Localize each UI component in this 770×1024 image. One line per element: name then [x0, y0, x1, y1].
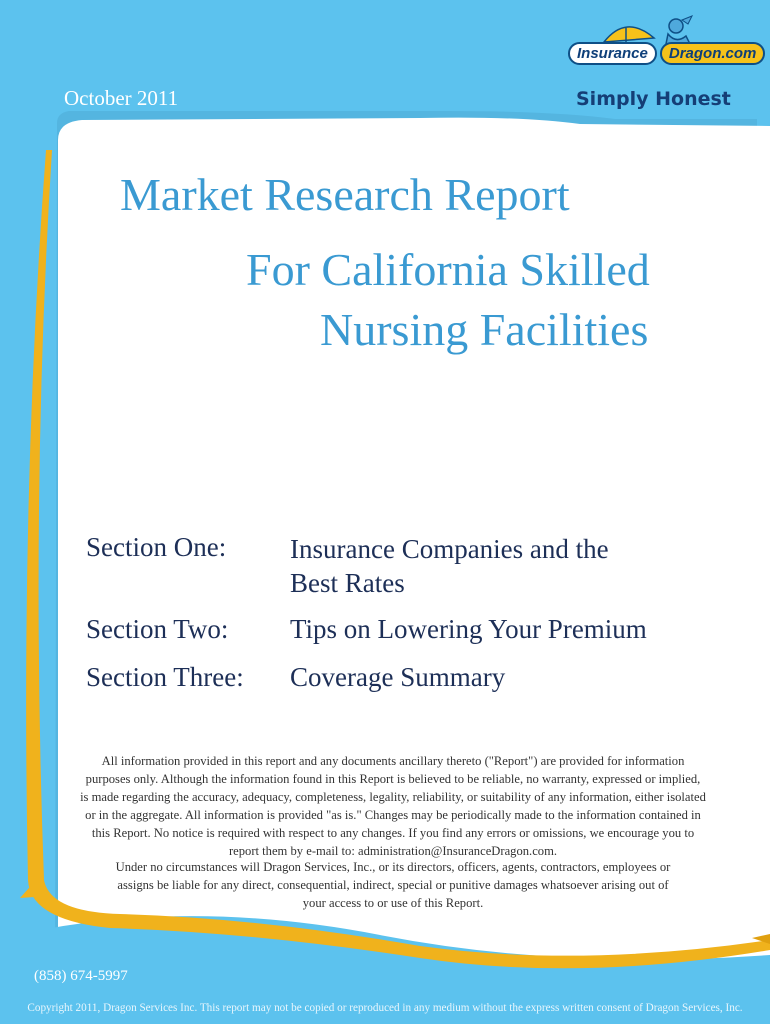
- section-one-description-line-2: Best Rates: [290, 568, 405, 598]
- section-one-description-line-1: Insurance Companies and the: [290, 534, 609, 564]
- copyright-notice: Copyright 2011, Dragon Services Inc. This report may not be copied or reproduced in any medium without the express written consent of Dragon Services, Inc.: [27, 1002, 743, 1014]
- report-title-line-1: Market Research Report: [120, 169, 570, 220]
- report-date: October 2011: [64, 86, 179, 110]
- disclaimer-line: your access to or use of this Report.: [302, 896, 484, 910]
- section-two-label: Section Two:: [86, 614, 229, 644]
- disclaimer-line: Under no circumstances will Dragon Services, Inc., or its directors, officers, agents, contractors, employees or: [115, 860, 671, 874]
- company-logo[interactable]: [560, 12, 760, 122]
- disclaimer-line: All information provided in this report and any documents ancillary thereto ("Report") are provided for information: [101, 754, 685, 768]
- disclaimer-line: assigns be liable for any direct, consequential, indirect, special or punitive damages whatsoever arising out of: [117, 878, 669, 892]
- disclaimer-paragraph-2: [80, 858, 706, 912]
- disclaimer-line: purposes only. Although the information found in this Report is believed to be reliable, no warranty, expressed or implied,: [85, 772, 701, 786]
- disclaimer-line: is made regarding the accuracy, adequacy, completeness, legality, reliability, or suitability of any information, either isolated: [80, 790, 706, 804]
- section-three-label: Section Three:: [86, 662, 244, 692]
- logo-slogan: Simply Honest: [576, 88, 731, 110]
- logo-text-insurance: Insurance: [568, 42, 657, 65]
- disclaimer-line: this Report. No notice is required with respect to any changes. If you find any errors or omissions, we encourage you to: [91, 826, 695, 840]
- disclaimer-paragraph-1: [60, 752, 726, 860]
- section-one-label: Section One:: [86, 532, 227, 562]
- section-three-description: Coverage Summary: [290, 662, 506, 692]
- disclaimer-line: report them by e-mail to: administration@InsuranceDragon.com.: [228, 844, 558, 858]
- logo-text-dragon: Dragon.com: [660, 42, 766, 65]
- logo-wordmark: [568, 42, 765, 65]
- section-one-description: [290, 532, 609, 600]
- report-title-line-2: For California Skilled: [246, 244, 650, 295]
- phone-number: (858) 674-5997: [34, 968, 128, 984]
- section-two-description: Tips on Lowering Your Premium: [290, 614, 647, 644]
- disclaimer-line: or in the aggregate. All information is provided "as is." Changes may be periodically made to the information contained in: [85, 808, 701, 822]
- report-title-line-3: Nursing Facilities: [320, 304, 649, 355]
